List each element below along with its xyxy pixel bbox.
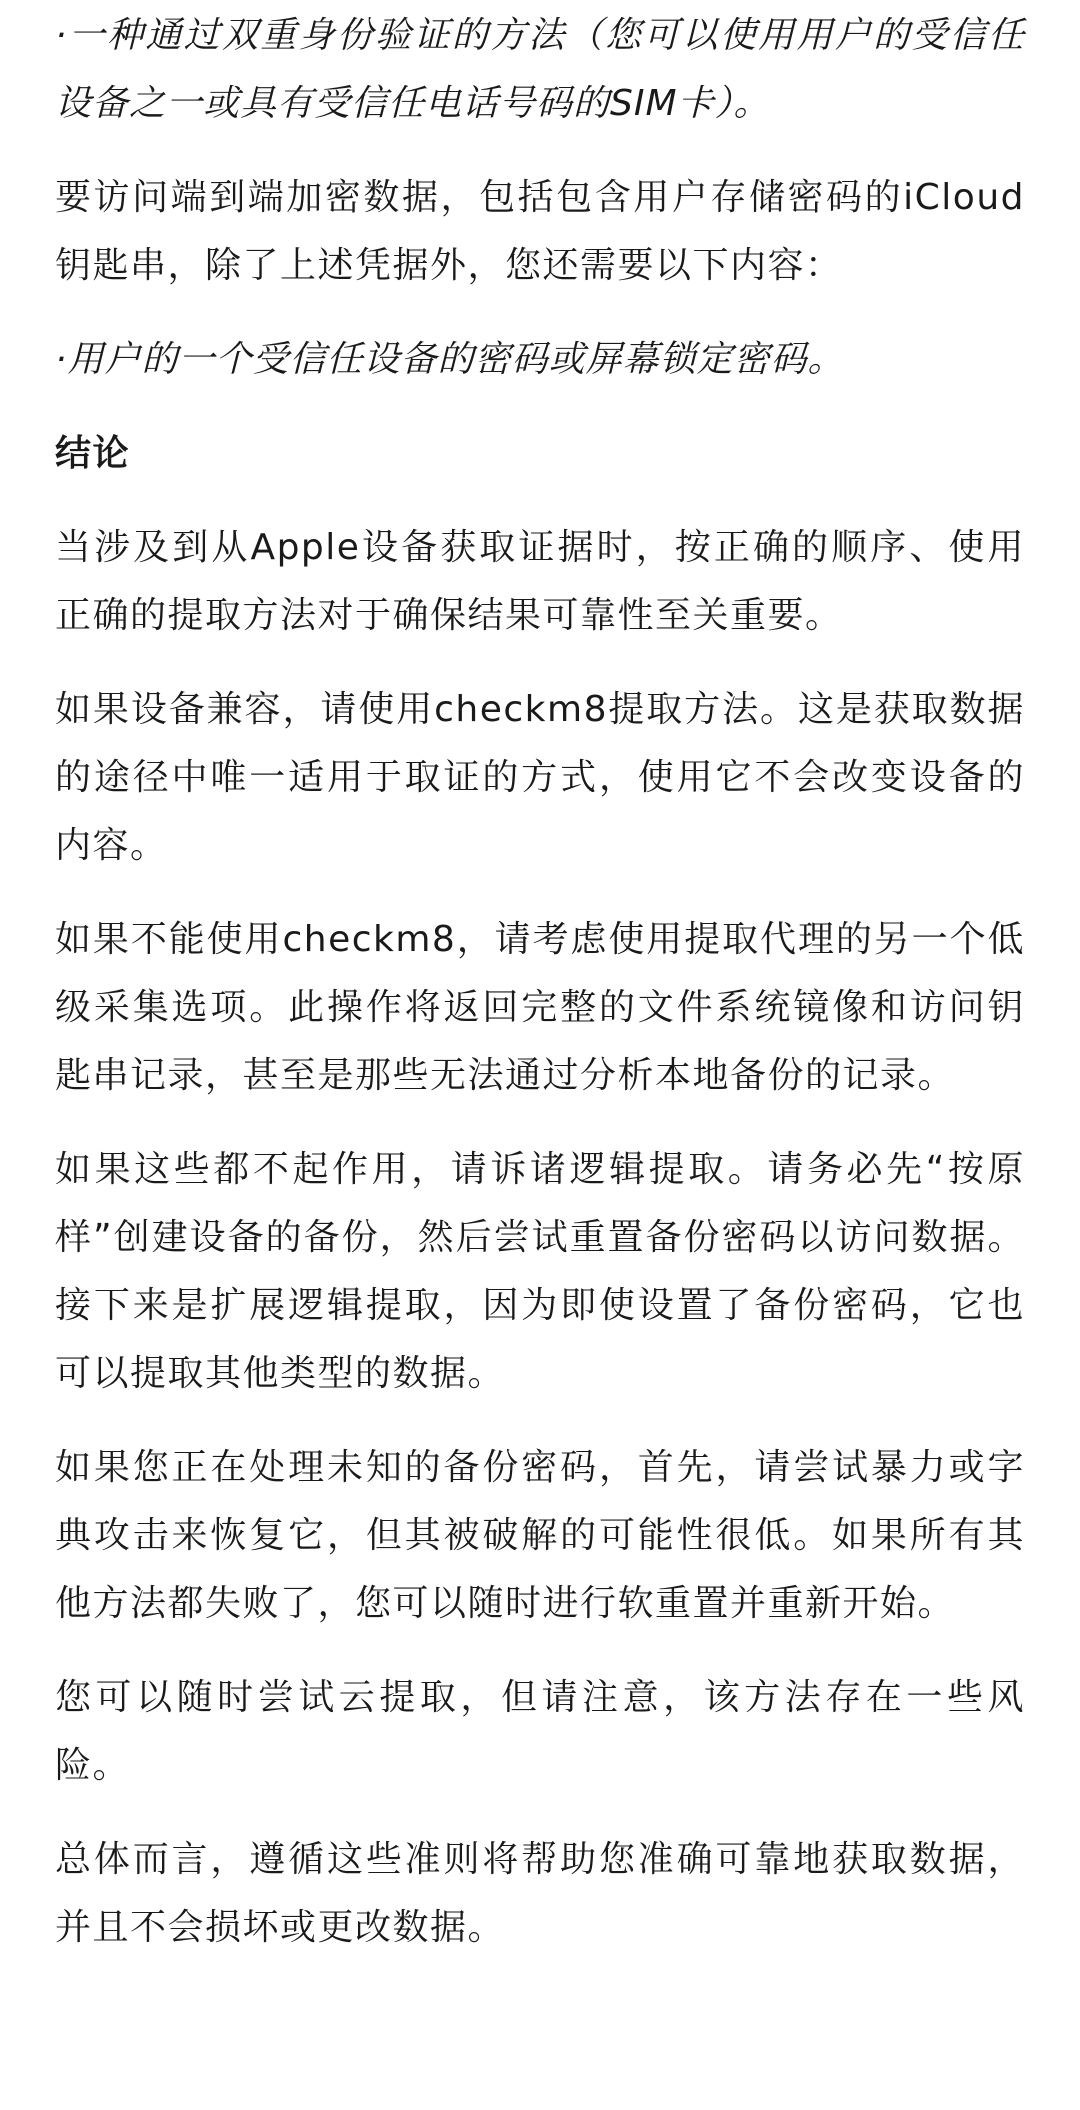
- paragraph-e2e-requirements: 要访问端到端加密数据，包括包含用户存储密码的iCloud钥匙串，除了上述凭据外，您还需要以下内容：: [55, 177, 1025, 286]
- paragraph-extraction-agent: 如果不能使用checkm8，请考虑使用提取代理的另一个低级采集选项。此操作将返回完整的文件系统镜像和访问钥匙串记录，甚至是那些无法通过分析本地备份的记录。: [55, 919, 1025, 1096]
- paragraph-checkm8: 如果设备兼容，请使用checkm8提取方法。这是获取数据的途径中唯一适用于取证的方式，使用它不会改变设备的内容。: [55, 689, 1025, 866]
- section-heading-conclusion: 结论: [55, 433, 131, 474]
- paragraph-logical-extraction: 如果这些都不起作用，请诉诸逻辑提取。请务必先“按原样”创建设备的备份，然后尝试重置备份密码以访问数据。接下来是扩展逻辑提取，因为即使设置了备份密码，它也可以提取其他类型的数据。: [55, 1149, 1025, 1394]
- paragraph-cloud-extraction: 您可以随时尝试云提取，但请注意，该方法存在一些风险。: [55, 1677, 1025, 1786]
- paragraph-summary: 总体而言，遵循这些准则将帮助您准确可靠地获取数据，并且不会损坏或更改数据。: [55, 1839, 1025, 1948]
- list-item-two-factor: ·一种通过双重身份验证的方法（您可以使用用户的受信任设备之一或具有受信任电话号码的SIM卡）。: [55, 15, 1025, 124]
- paragraph-backup-password: 如果您正在处理未知的备份密码，首先，请尝试暴力或字典攻击来恢复它，但其被破解的可能性很低。如果所有其他方法都失败了，您可以随时进行软重置并重新开始。: [55, 1447, 1025, 1624]
- list-item-device-passcode: ·用户的一个受信任设备的密码或屏幕锁定密码。: [55, 339, 845, 380]
- article-body: [55, 0, 1025, 1988]
- paragraph-conclusion-intro: 当涉及到从Apple设备获取证据时，按正确的顺序、使用正确的提取方法对于确保结果可靠性至关重要。: [55, 527, 1025, 636]
